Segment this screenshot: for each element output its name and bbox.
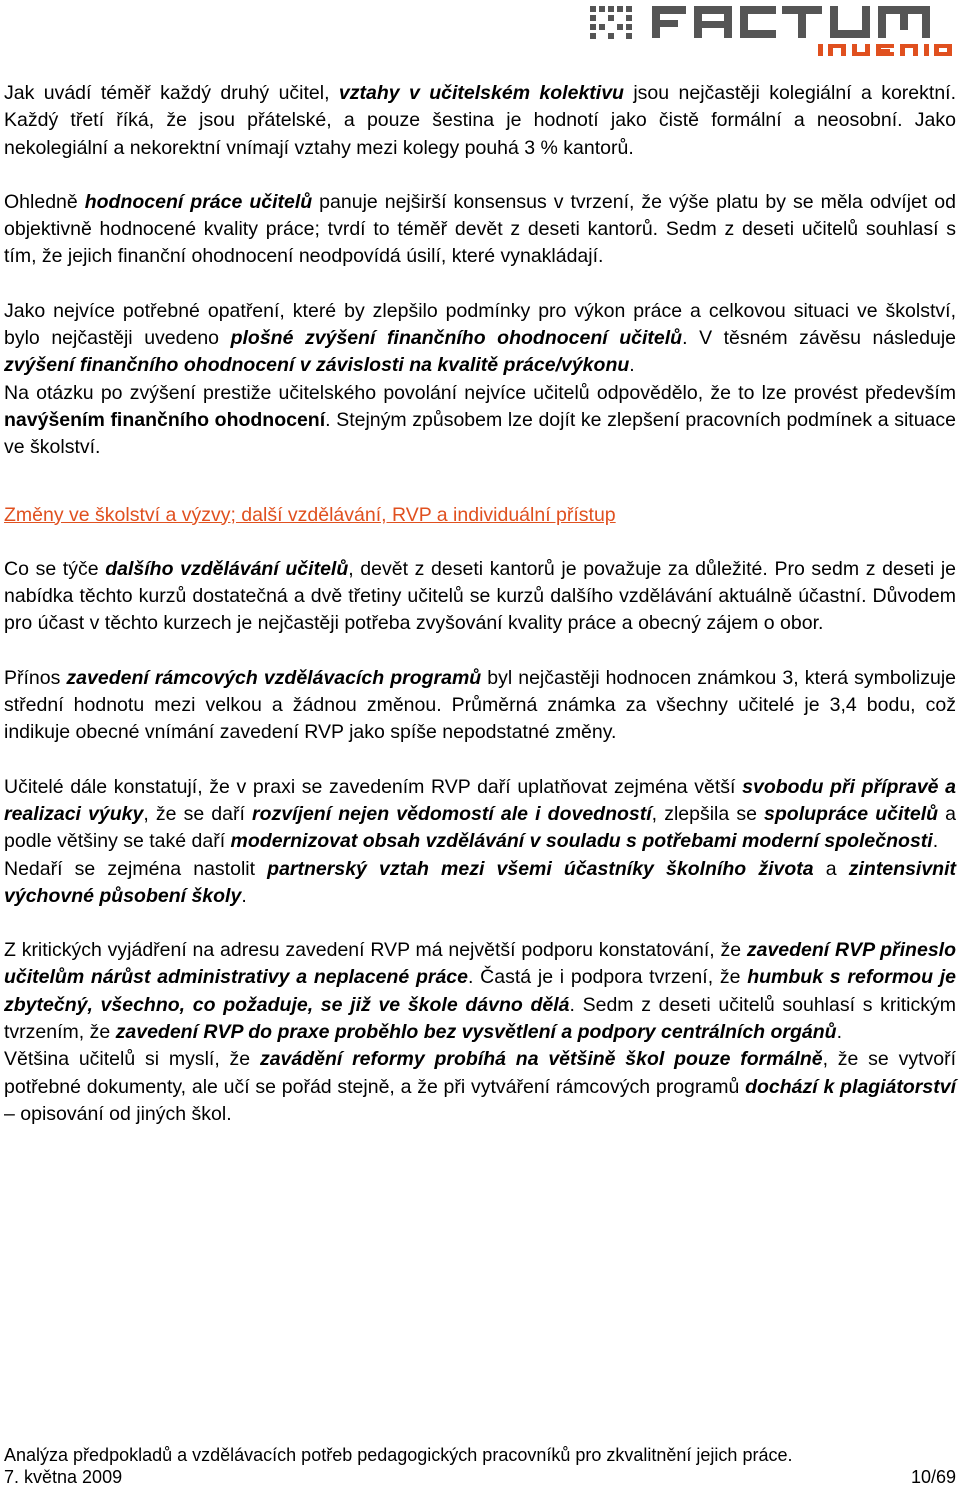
factum-invenio-logo (590, 2, 956, 58)
paragraph-prestige: Na otázku po zvýšení prestiže učitelského povolání nejvíce učitelů odpovědělo, že to lze provést především navýšením finančního ohodnocení. Stejným způsobem lze dojít ke zlepšení pracovních podmínek a situace ve školství. (4, 381, 956, 459)
emphasis: svobodu při přípravě a realizaci výuky (4, 775, 957, 825)
emphasis: zavedení RVP do praxe proběhlo bez vysvětlení a podpory centrálních orgánů (115, 1021, 837, 1044)
document-body (4, 80, 956, 1128)
emphasis: zintensivnit výchovné působení školy (4, 857, 956, 907)
emphasis: dochází k plagiátorství (745, 1075, 956, 1098)
emphasis: vztahy v učitelském kolektivu (338, 82, 624, 104)
emphasis: humbuk s reformou je zbytečný, všechno, co požaduje, se již ve škole dávno dělá (4, 966, 956, 1016)
footer-title: Analýza předpokladů a vzdělávacích potřeb pedagogických pracovníků pro zkvalitnění jejich práce. (4, 1445, 793, 1465)
emphasis: partnerský vztah mezi všemi účastníky školního života (267, 857, 814, 880)
emphasis: plošné zvýšení finančního ohodnocení učitelů (230, 327, 683, 350)
logo-graphic (590, 2, 956, 58)
paragraph-rvp-practice: Učitelé dále konstatují, že v praxi se zavedením RVP daří uplatňovat zejména větší svobodu při přípravě a realizaci výuky, že se daří rozvíjení nejen vědomostí ale i dovedností, zlepšila se spolupráce učitelů a podle většiny se také daří modernizovat obsah vzdělávání v souladu s potřebami moderní společnosti. (4, 775, 957, 853)
paragraph-measures: Jako nejvíce potřebné opatření, které by zlepšilo podmínky pro výkon práce a celkovou situaci ve školství, bylo nejčastěji uvedeno plošné zvýšení finančního ohodnocení učitelů. V těsném závěsu následuje zvýšení finančního ohodnocení v závislosti na kvalitě práce/výkonu. (4, 299, 956, 377)
emphasis: zavedení rámcových vzdělávacích programů (66, 666, 482, 689)
logo-wordmark (652, 6, 930, 38)
paragraph-relationships: Jak uvádí téměř každý druhý učitel, vztahy v učitelském kolektivu jsou nejčastěji kolegiální a korektní. Každý třetí říká, že jsou přátelské, a pouze šestina je hodnotí jako čistě formální a neosobní. Jako nekolegiální a nekorektní vnímají vztahy mezi kolegy pouhá 3 % kantorů. (4, 82, 956, 159)
emphasis: hodnocení práce učitelů (84, 190, 313, 213)
paragraph-evaluation: Ohledně hodnocení práce učitelů panuje nejširší konsensus v tvrzení, že výše platu by se měla odvíjet od objektivně hodnocené kvality práce; tvrdí to téměř devět z deseti kantorů. Sedm z deseti učitelů souhlasí s tím, že jejich finanční ohodnocení neodpovídá úsilí, které vynakládají. (4, 190, 956, 268)
footer-date: 7. května 2009 (4, 1467, 123, 1487)
paragraph-rvp-benefit: Přínos zavedení rámcových vzdělávacích programů byl nejčastěji hodnocen známkou 3, která symbolizuje střední hodnotu mezi velkou a žádnou změnou. Průměrná známka za všechny učitelé je 3,4 bodu, což indikuje obecné vnímání zavedení RVP jako spíše nepodstatné změny. (4, 666, 957, 744)
paragraph-reform-formal: Většina učitelů si myslí, že zavádění reformy probíhá na většině škol pouze formálně, že se vytvoří potřebné dokumenty, ale učí se pořád stejně, a že při vytváření rámcových programů dochází k plagiátorství – opisování od jiných škol. (4, 1048, 956, 1125)
emphasis: dalšího vzdělávání učitelů (105, 557, 349, 580)
page-number: 10/69 (910, 1467, 956, 1487)
emphasis: modernizovat obsah vzdělávání v souladu s potřebami moderní společnosti (230, 830, 933, 853)
page-footer (4, 1444, 956, 1488)
section-heading: Změny ve školství a výzvy; další vzdělávání, RVP a individuální přístup (4, 503, 616, 526)
emphasis: zvýšení finančního ohodnocení v závislosti na kvalitě práce/výkonu (4, 354, 630, 377)
emphasis: rozvíjení nejen vědomostí ale i dovedností (252, 802, 652, 825)
emphasis-bold: navýšením finančního ohodnocení (4, 408, 326, 431)
footer-meta (4, 1466, 956, 1488)
emphasis: zavedení RVP přineslo učitelům nárůst administrativy a neplacené práce (4, 939, 956, 989)
emphasis: spolupráce učitelů (764, 802, 939, 825)
paragraph-rvp-criticism: Z kritických vyjádření na adresu zavedení RVP má největší podporu konstatování, že zavedení RVP přineslo učitelům nárůst administrativy a neplacené práce. Častá je i podpora tvrzení, že humbuk s reformou je zbytečný, všechno, co požaduje, se již ve škole dávno dělá. Sedm z deseti učitelů souhlasí s kritickým tvrzením, že zavedení RVP do praxe proběhlo bez vysvětlení a podpory centrálních orgánů. (4, 939, 956, 1044)
paragraph-rvp-failures: Nedaří se zejména nastolit partnerský vztah mezi všemi účastníky školního života a zintensivnit výchovné působení školy. (4, 857, 956, 907)
paragraph-further-education: Co se týče dalšího vzdělávání učitelů, devět z deseti kantorů je považuje za důležité. Pro sedm z deseti je nabídka těchto kurzů dostatečná a dvě třetiny učitelů se kurzů dalšího vzdělávání aktuálně účastní. Důvodem pro účast v těchto kurzech je nejčastěji potřeba zvyšování kvality práce a obecný zájem o obor. (4, 557, 956, 635)
logo-tagline (818, 44, 952, 56)
logo-dots (590, 6, 632, 39)
emphasis: zavádění reformy probíhá na většině škol pouze formálně (259, 1048, 823, 1071)
